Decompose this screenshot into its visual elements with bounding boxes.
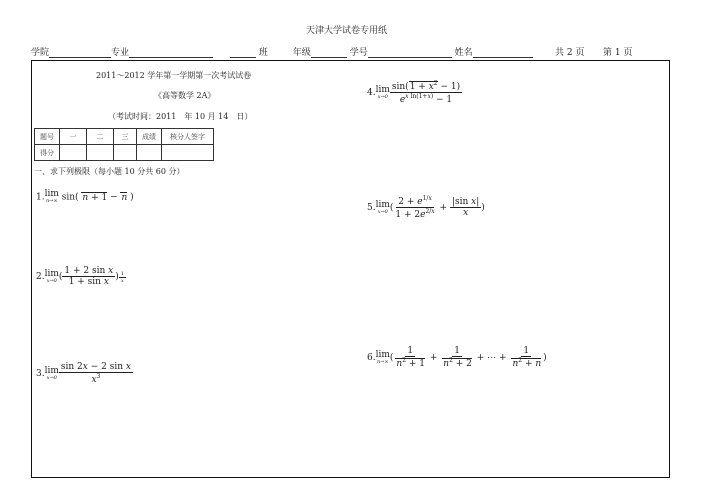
score-input-cell[interactable]	[114, 145, 137, 161]
score-cell: 核分人签字	[162, 129, 214, 145]
student-id-field[interactable]	[368, 48, 452, 58]
score-input-cell[interactable]	[60, 145, 87, 161]
student-info-row	[31, 45, 533, 58]
problem-4: 4. lim x→0 $\frac{\sin(1 + x^2 - 1)}{e^{x ln(1+x)} - 1}$	[367, 80, 461, 105]
major-label: 专业	[111, 48, 130, 58]
term-title: 2011～2012 学年第一学期第一次考试试卷	[96, 71, 252, 80]
score-table-header-row	[35, 129, 214, 145]
grade-label: 年级	[292, 48, 311, 58]
score-input-cell[interactable]	[137, 145, 162, 161]
paper-title: 天津大学试卷专用纸	[306, 26, 388, 36]
problem-number: 2.	[36, 272, 45, 282]
score-cell: 一	[60, 129, 87, 145]
total-pages: 共 2 页	[555, 48, 585, 58]
problem-number: 1.	[36, 192, 45, 203]
name-field[interactable]	[473, 48, 533, 58]
student-id-label: 学号	[349, 48, 368, 58]
name-label: 姓名	[454, 48, 473, 58]
exam-time: （考试时间：2011 年 10 月 14 日）	[108, 112, 253, 121]
score-input-cell[interactable]	[87, 145, 114, 161]
score-input-cell[interactable]	[162, 145, 214, 161]
class-label: 班	[258, 48, 268, 58]
major-field[interactable]	[129, 48, 213, 58]
section-heading: 一、求下列极限（每小题 10 分共 60 分）	[34, 167, 185, 176]
problem-1: 1. lim n→∞ sin( n + 1 − n )	[36, 189, 134, 204]
grade-field[interactable]	[311, 48, 347, 58]
score-cell: 题号	[35, 129, 60, 145]
problem-number: 3.	[36, 369, 45, 379]
problem-number: 4.	[367, 88, 376, 98]
college-label: 学院	[31, 48, 50, 58]
score-table	[34, 128, 214, 161]
score-cell: 得分	[35, 145, 60, 161]
page-number: 第 1 页	[603, 48, 633, 58]
problem-number: 6.	[367, 353, 376, 363]
college-field[interactable]	[49, 48, 111, 58]
score-table-score-row	[35, 145, 214, 161]
score-cell: 二	[87, 129, 114, 145]
class-field[interactable]	[230, 48, 256, 58]
problem-5: 5. lim x→0 ( $\frac{2 + e^{1/x}}{1 + 2e^{2/x}}$ + $\frac{\text{|sin x|}}{x}$ )	[367, 195, 485, 220]
exam-frame	[31, 60, 670, 478]
course-title: 《高等数学 2A》	[154, 91, 216, 100]
score-cell: 成绩	[137, 129, 162, 145]
problem-number: 5.	[367, 203, 376, 213]
problem-6: 6. lim n→∞ ( $\frac{1}{n^2 + 1}$ + $\frac{1}{n^2 + 2}$ + ⋯ + $\frac{1}{n^2 + n}$ )	[367, 346, 547, 369]
problem-2: 2. lim x→0 ( $\frac{\text{1 + 2 sin x}}{\text{1 + sin x}}$ ) $\frac{1}{x}$	[36, 266, 124, 287]
score-cell: 三	[114, 129, 137, 145]
problem-3: 3. lim x→0 $\frac{\text{sin 2x − 2 sin x}}{x^3}$	[36, 362, 131, 385]
